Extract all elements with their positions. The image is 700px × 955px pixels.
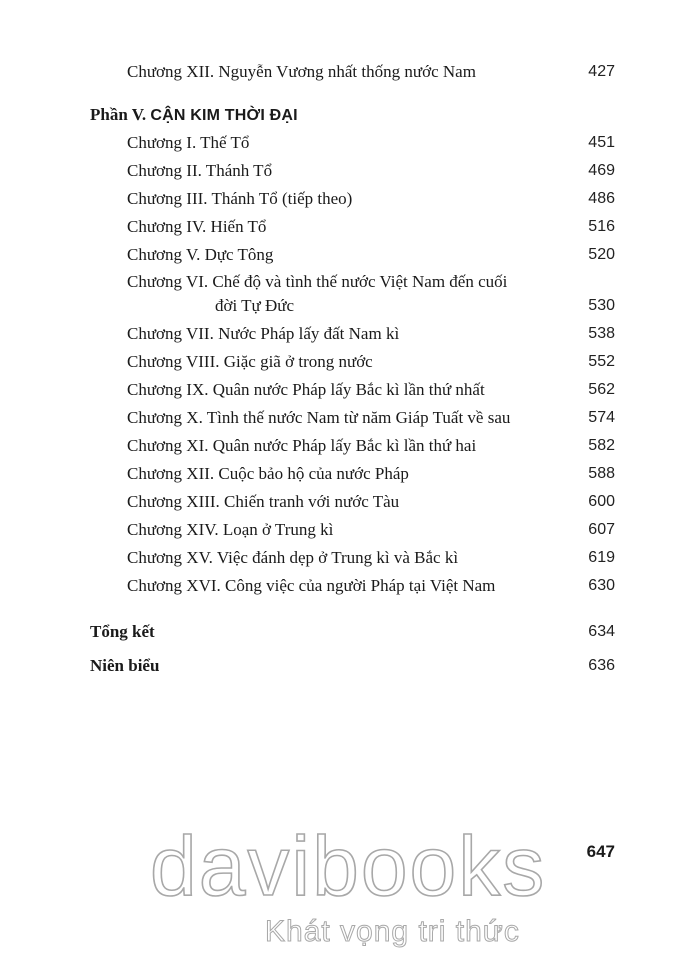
- toc-entry-label: Chương X. Tình thế nước Nam từ năm Giáp Tuất về sau: [127, 408, 511, 427]
- toc-entry-page: 469: [588, 162, 615, 179]
- toc-entry: [127, 379, 557, 401]
- toc-entry: [127, 244, 557, 266]
- toc-entry-label: Chương VII. Nước Pháp lấy đất Nam kì: [127, 324, 400, 343]
- toc-entry-page: 530: [588, 297, 615, 314]
- toc-entry-page: 600: [588, 493, 615, 510]
- toc-entry-page: 630: [588, 577, 615, 594]
- toc-entry: [127, 463, 557, 485]
- toc-entry-label: Chương VIII. Giặc giã ở trong nước: [127, 352, 373, 371]
- toc-entry-label: Chương I. Thế Tổ: [127, 133, 250, 152]
- toc-entry-label: Chương XIV. Loạn ở Trung kì: [127, 520, 334, 539]
- toc-entry: [127, 271, 557, 293]
- part-title: CẬN KIM THỜI ĐẠI: [150, 107, 298, 124]
- toc-entry: [127, 132, 557, 154]
- toc-entry-page: 607: [588, 521, 615, 538]
- toc-entry-label: Chương IX. Quân nước Pháp lấy Bắc kì lần thứ nhất: [127, 380, 485, 399]
- toc-entry: [127, 323, 557, 345]
- toc-entry: [127, 575, 557, 597]
- toc-entry: [127, 351, 557, 373]
- toc-entry-label: Chương VI. Chế độ và tình thế nước Việt Nam đến cuối: [127, 272, 508, 291]
- toc-entry-label: Chương XIII. Chiến tranh với nước Tàu: [127, 492, 400, 511]
- toc-entry-label: Chương XVI. Công việc của người Pháp tại Việt Nam: [127, 576, 496, 595]
- toc-entry-label: Chương XI. Quân nước Pháp lấy Bắc kì lần thứ hai: [127, 436, 477, 455]
- toc-entry-page: 538: [588, 325, 615, 342]
- toc-entry: [127, 188, 557, 210]
- watermark-slogan: Khát vọng tri thức: [265, 915, 520, 948]
- toc-entry-page: 451: [588, 134, 615, 151]
- toc-entry: [127, 491, 557, 513]
- section-page: 634: [588, 623, 615, 640]
- toc-entry-page: 582: [588, 437, 615, 454]
- toc-entry-page: 552: [588, 353, 615, 370]
- toc-entry-page: 486: [588, 190, 615, 207]
- toc-entry-label: Chương II. Thánh Tổ: [127, 161, 273, 180]
- toc-entry-continuation: đời Tự Đức: [215, 296, 295, 315]
- toc-entry-page: 619: [588, 549, 615, 566]
- toc-entry: [127, 519, 557, 541]
- toc-entry-page: 516: [588, 218, 615, 235]
- toc-entry-page: 520: [588, 246, 615, 263]
- toc-entry: [127, 547, 557, 569]
- watermark: [0, 815, 700, 955]
- toc-entry-page: 562: [588, 381, 615, 398]
- toc-entry-page: 588: [588, 465, 615, 482]
- toc-entry-label: Chương III. Thánh Tổ (tiếp theo): [127, 189, 353, 208]
- toc-entry-label: Chương IV. Hiến Tổ: [127, 217, 267, 236]
- toc-entry-label: Chương XII. Nguyễn Vương nhất thống nước Nam: [127, 62, 476, 81]
- toc-entry-page: 427: [588, 63, 615, 80]
- section-page: 636: [588, 657, 615, 674]
- toc-entry-label: Chương XII. Cuộc bảo hộ của nước Pháp: [127, 464, 409, 483]
- toc-entry-label: Chương XV. Việc đánh dẹp ở Trung kì và Bắc kì: [127, 548, 459, 567]
- toc-entry-page: 574: [588, 409, 615, 426]
- toc-entry: [127, 435, 557, 457]
- part-prefix: Phần V.: [90, 105, 147, 124]
- page-number: 647: [586, 842, 615, 861]
- toc-entry: [127, 160, 557, 182]
- toc-entry: [127, 216, 557, 238]
- watermark-brand: davibooks: [150, 819, 547, 913]
- section-heading: Tổng kết: [90, 622, 155, 641]
- toc-entry-top: [127, 61, 557, 83]
- section-heading: Niên biểu: [90, 656, 160, 675]
- toc-entry: [127, 407, 557, 429]
- part-heading: [90, 104, 298, 127]
- toc-entry-label: Chương V. Dực Tông: [127, 245, 274, 264]
